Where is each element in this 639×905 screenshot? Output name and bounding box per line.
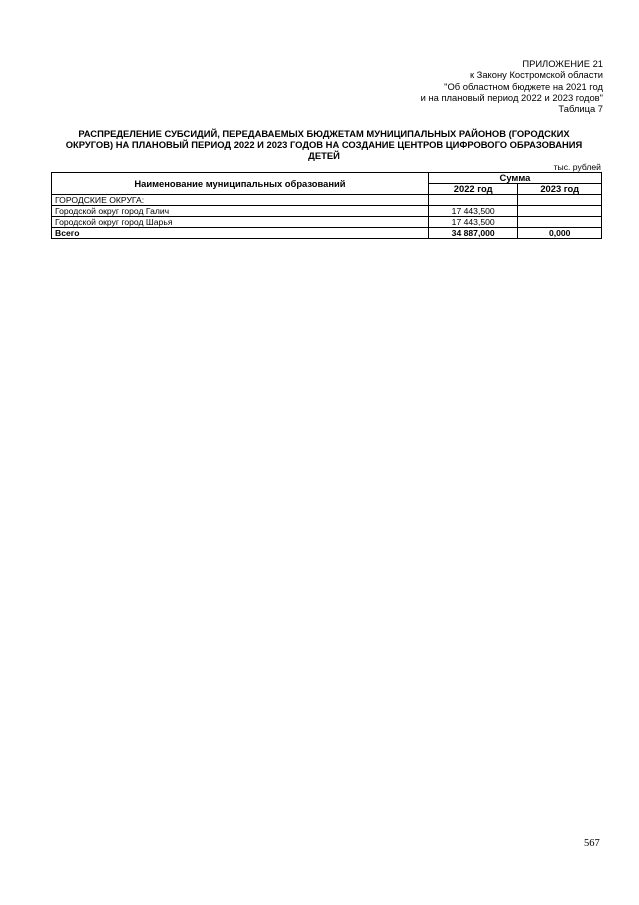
subsidy-table (51, 172, 602, 239)
column-header-2022: 2022 год (428, 184, 517, 195)
appendix-line: и на плановый период 2022 и 2023 годов" (420, 91, 603, 103)
row-name: Городской округ город Шарья (52, 217, 429, 228)
document-title (60, 128, 588, 162)
appendix-line: "Об областном бюджете на 2021 год (444, 80, 603, 92)
units-label: тыс. рублей (553, 162, 601, 172)
column-header-sum: Сумма (428, 173, 601, 184)
total-value-2023: 0,000 (518, 228, 602, 239)
total-label: Всего (52, 228, 429, 239)
row-value-2023 (518, 217, 602, 228)
table-row (52, 206, 602, 217)
row-value-2023 (518, 195, 602, 206)
row-name: ГОРОДСКИЕ ОКРУГА: (52, 195, 429, 206)
appendix-line: к Закону Костромской области (469, 69, 603, 81)
table-number: Таблица 7 (558, 103, 603, 115)
header-row (52, 173, 602, 184)
page-number: 567 (584, 838, 600, 849)
table-row (52, 195, 602, 206)
row-value-2023 (518, 206, 602, 217)
row-value-2022 (428, 195, 517, 206)
appendix-header (421, 58, 603, 114)
column-header-2023: 2023 год (518, 184, 602, 195)
row-value-2022: 17 443,500 (428, 206, 517, 217)
appendix-line: ПРИЛОЖЕНИЕ 21 (522, 58, 603, 69)
column-header-name: Наименование муниципальных образований (52, 173, 429, 195)
total-row (52, 228, 602, 239)
title-line: ДЕТЕЙ (308, 150, 340, 162)
title-line: РАСПРЕДЕЛЕНИЕ СУБСИДИЙ, ПЕРЕДАВАЕМЫХ БЮДЖЕТАМ МУНИЦИПАЛЬНЫХ РАЙОНОВ (ГОРОДСКИХ (78, 128, 570, 139)
row-value-2022: 17 443,500 (428, 217, 517, 228)
table-row (52, 217, 602, 228)
total-value-2022: 34 887,000 (428, 228, 517, 239)
title-line: ОКРУГОВ) НА ПЛАНОВЫЙ ПЕРИОД 2022 И 2023 ГОДОВ НА СОЗДАНИЕ ЦЕНТРОВ ЦИФРОВОГО ОБРАЗОВАНИЯ (65, 139, 583, 151)
row-name: Городской округ город Галич (52, 206, 429, 217)
